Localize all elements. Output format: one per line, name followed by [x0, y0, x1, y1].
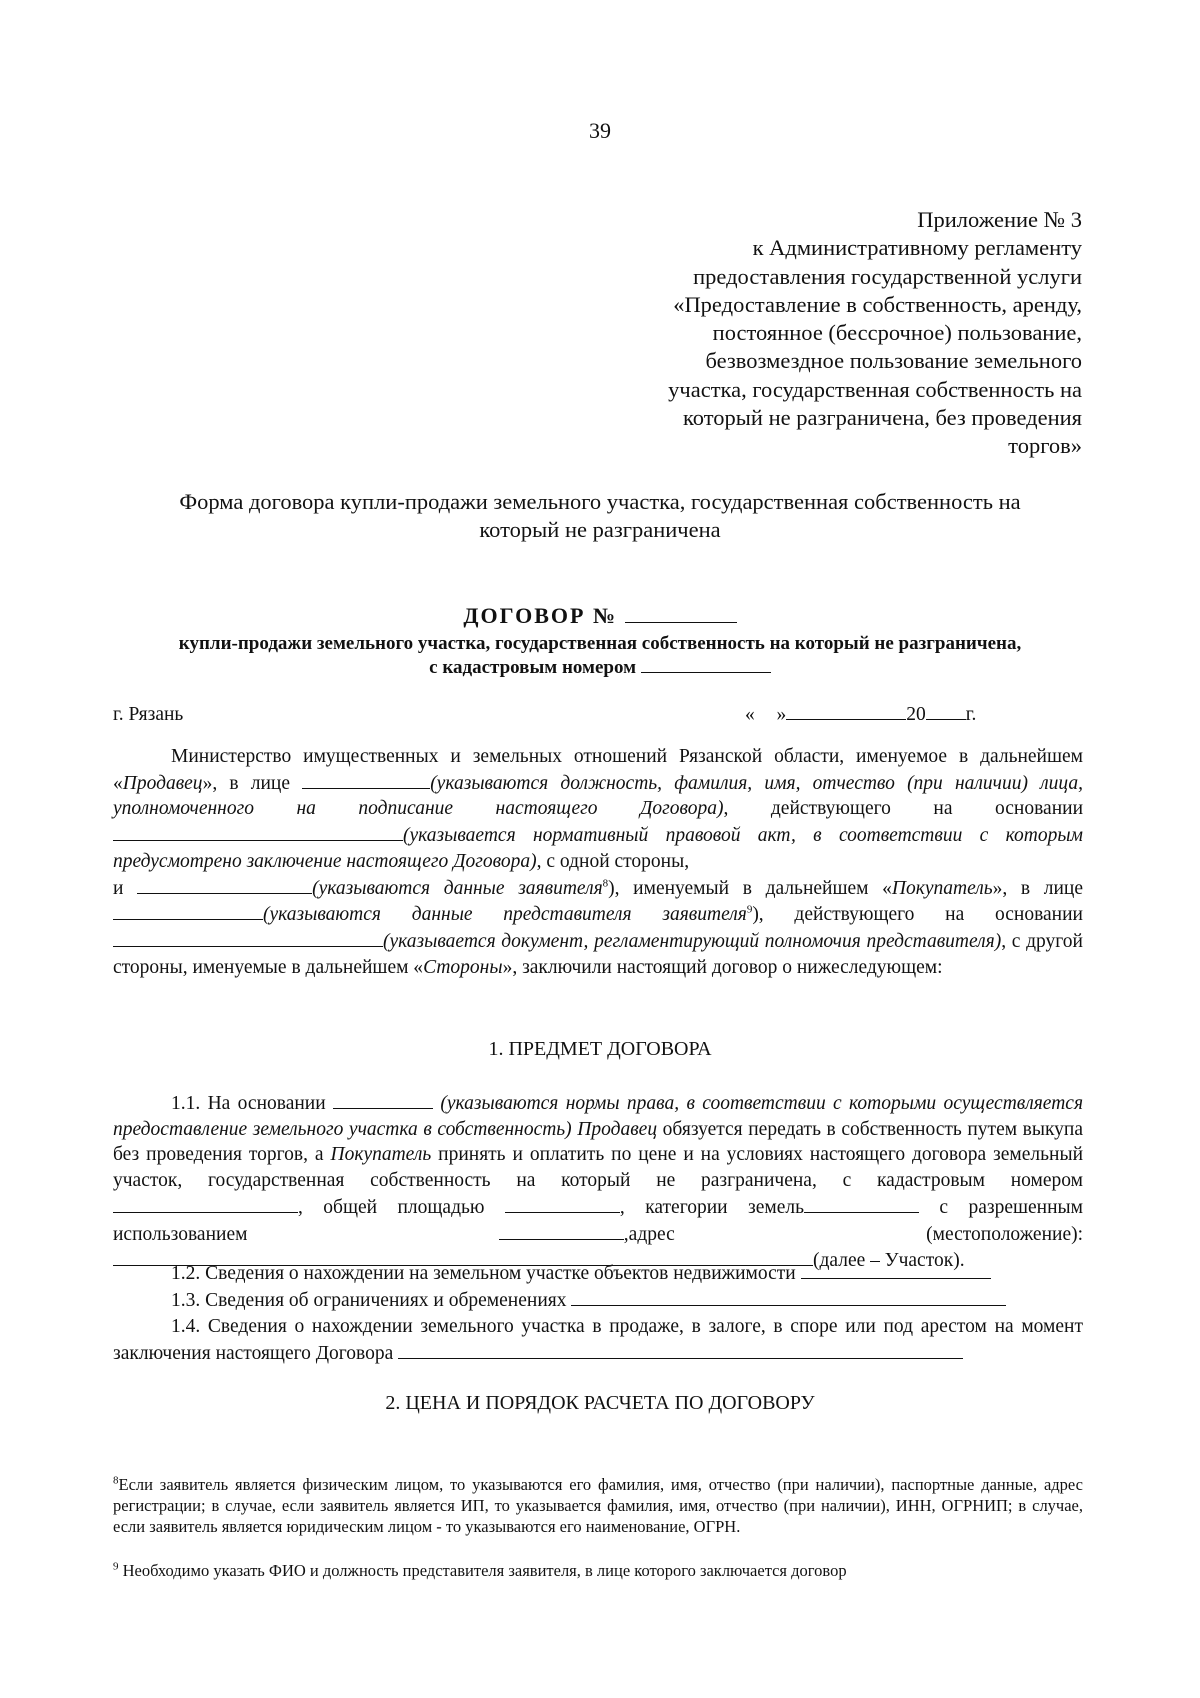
- section-1-title: 1. ПРЕДМЕТ ДОГОВОРА: [488, 1038, 712, 1060]
- form-title-line: Форма договора купли-продажи земельного участка, государственная собственность на: [179, 489, 1021, 514]
- clause-1-4: 1.4. Сведения о нахождении земельного участка в продаже, в залоге, в споре или под арестом на момент заключения настоящего Договора: [113, 1316, 1083, 1364]
- appendix-line: к Административному регламенту: [752, 235, 1082, 261]
- date-line: [745, 701, 976, 726]
- clause-1-3: 1.3. Сведения об ограничениях и обременениях: [113, 1287, 1083, 1314]
- area-blank[interactable]: [505, 1194, 620, 1213]
- appendix-line: безвозмездное пользование земельного: [705, 348, 1082, 374]
- page-number: 39: [589, 118, 611, 143]
- section-2-title: 2. ЦЕНА И ПОРЯДОК РАСЧЕТА ПО ДОГОВОРУ: [385, 1392, 815, 1414]
- footnote-ref-9: 9: [746, 903, 753, 916]
- seller-basis-blank[interactable]: [113, 822, 403, 841]
- seller-term: Продавец: [122, 772, 203, 794]
- contract-subtitle: купли-продажи земельного участка, государственная собственность на который не разграничена,: [178, 633, 1022, 654]
- contract-title: ДОГОВОР №: [463, 603, 618, 628]
- legal-norm-blank[interactable]: [333, 1090, 433, 1109]
- quote-close: »: [776, 704, 787, 725]
- appendix-line: который не разграничена, без проведения: [683, 405, 1082, 431]
- appendix-header: [522, 206, 1082, 461]
- appendix-line: Приложение № 3: [917, 207, 1082, 232]
- clause-1-2: 1.2. Сведения о нахождении на земельном участке объектов недвижимости: [113, 1260, 1083, 1287]
- buyer-term: Покупатель: [891, 877, 993, 899]
- applicant-blank[interactable]: [137, 875, 312, 894]
- cadastral-number-blank[interactable]: [113, 1194, 298, 1213]
- seller-rep-blank[interactable]: [302, 770, 430, 789]
- arrest-status-blank[interactable]: [398, 1340, 963, 1359]
- footnote-8: $^8$Если заявитель является физическим лицом, то указываются его фамилия, имя, отчество (при наличии), паспортные данные, адрес регистрации; в случае, если заявитель является ИП, то указывается фамилия, имя, отчество (при наличии), ИНН, ОГРНИП; в случае, если заявитель является юридическим лицом - то указываются его наименование, ОГРН.: [113, 1474, 1083, 1536]
- parties-term: Стороны: [423, 956, 503, 978]
- appendix-line: участка, государственная собственность на: [668, 376, 1082, 402]
- clause-1-1: 1.1. На основании (указываются нормы права, в соответствии с которыми осуществляется предоставление земельного участка в собственность) Продавец обязуется передать в собственность путем выкупа без проведения торгов, а Покупатель принять и оплатить по цене и на условиях настоящего договора земельный участок, государственная собственность на который не разграничена, с кадастровым номером , общей площадью , категории земель с разрешенным использованием ,адрес (местоположение): (далее – Участок).: [113, 1090, 1083, 1274]
- year-prefix: 20: [906, 704, 926, 725]
- day-blank[interactable]: [760, 702, 772, 720]
- footnote-9-marker: 9: [113, 1560, 119, 1573]
- intro-paragraph: Министерство имущественных и земельных отношений Рязанской области, именуемое в дальнейшем «Продавец», в лице (указываются должность, фамилия, имя, отчество (при наличии) лица, уполномоченного на подписание настоящего Договора), действующего на основании (указывается нормативный правовой акт, в соответствии с которым предусмотрено заключение настоящего Договора), с одной стороны, и (указываются данные заявителя$^8$), именуемый в дальнейшем «Покупатель», в лице (указываются данные представителя заявителя$^9$), действующего на основании (указывается документ, регламентирующий полномочия представителя), с другой стороны, именуемые в дальнейшем «Стороны», заключили настоящий договор о нижеследующем:: [113, 746, 1084, 978]
- form-title: [100, 488, 1100, 544]
- cadastral-blank[interactable]: [641, 656, 771, 673]
- footnote-8-marker: 8: [113, 1474, 119, 1487]
- footnote-9: $^9$ Необходимо указать ФИО и должность представителя заявителя, в лице которого заключается договор: [113, 1560, 847, 1580]
- quote-open: «: [745, 704, 755, 725]
- buyer-basis-blank[interactable]: [113, 928, 383, 947]
- encumbrance-blank[interactable]: [571, 1287, 1006, 1306]
- contract-heading: [95, 600, 1105, 680]
- appendix-line: торгов»: [1008, 433, 1082, 459]
- appendix-line: постоянное (бессрочное) пользование,: [712, 320, 1082, 346]
- month-blank[interactable]: [786, 701, 906, 720]
- cadastral-label: с кадастровым номером: [429, 657, 637, 678]
- form-title-line: который не разграничена: [479, 517, 721, 542]
- land-category-blank[interactable]: [804, 1194, 919, 1213]
- appendix-line: «Предоставление в собственность, аренду,: [673, 291, 1082, 317]
- year-blank[interactable]: [926, 701, 966, 720]
- year-suffix: г.: [965, 704, 977, 725]
- appendix-line: предоставления государственной услуги: [693, 263, 1082, 289]
- permitted-use-blank[interactable]: [499, 1221, 624, 1240]
- footnote-ref-8: 8: [602, 877, 609, 890]
- contract-number-blank[interactable]: [625, 604, 737, 623]
- buyer-rep-blank[interactable]: [113, 901, 263, 920]
- place: г. Рязань: [113, 704, 184, 725]
- real-estate-blank[interactable]: [801, 1260, 991, 1279]
